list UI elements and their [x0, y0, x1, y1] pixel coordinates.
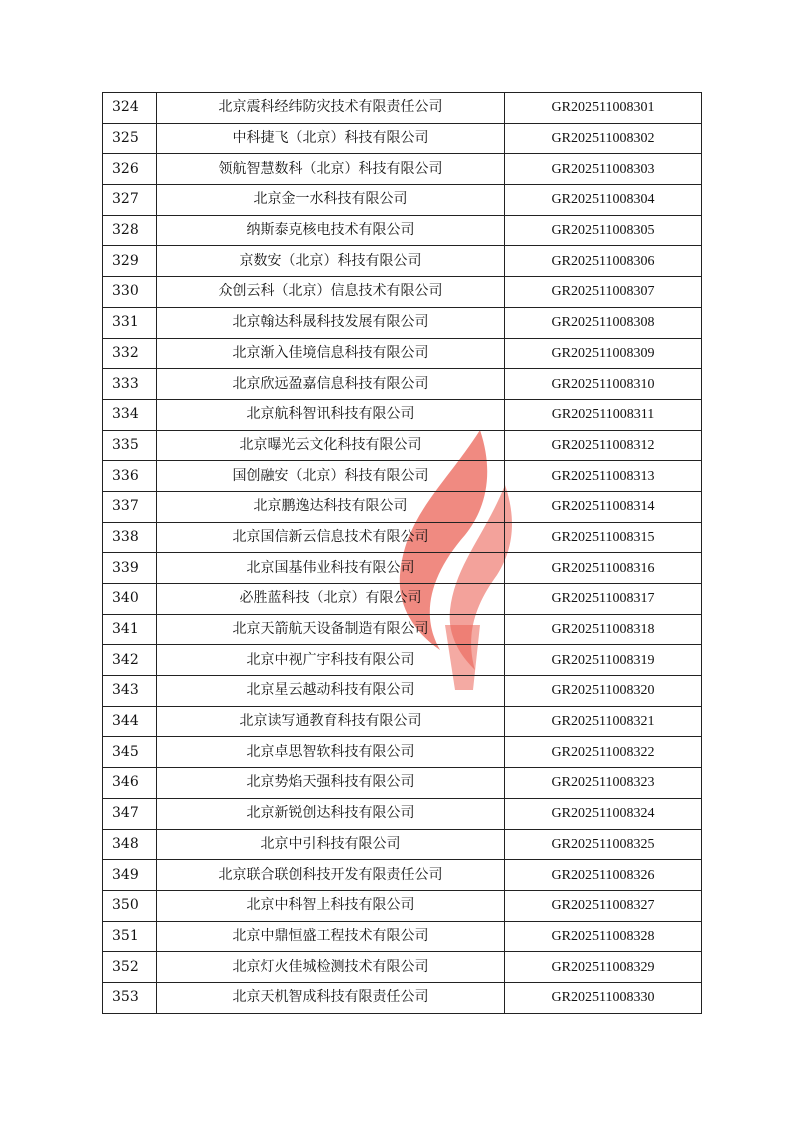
table-row [103, 185, 702, 216]
company-name: 北京天机智成科技有限责任公司 [157, 982, 505, 1013]
company-name: 北京联合联创科技开发有限责任公司 [157, 860, 505, 891]
row-number: 334 [103, 399, 157, 430]
company-name: 北京中鼎恒盛工程技术有限公司 [157, 921, 505, 952]
company-name: 众创云科（北京）信息技术有限公司 [157, 277, 505, 308]
row-number: 324 [103, 93, 157, 124]
certificate-number: GR202511008307 [505, 277, 702, 308]
table-row [103, 461, 702, 492]
company-name: 北京中引科技有限公司 [157, 829, 505, 860]
row-number: 337 [103, 491, 157, 522]
certificate-number: GR202511008315 [505, 522, 702, 553]
certificate-number: GR202511008318 [505, 614, 702, 645]
table-row [103, 890, 702, 921]
row-number: 325 [103, 123, 157, 154]
certificate-number: GR202511008320 [505, 676, 702, 707]
table-row [103, 307, 702, 338]
row-number: 329 [103, 246, 157, 277]
table-row [103, 338, 702, 369]
table-row [103, 93, 702, 124]
row-number: 338 [103, 522, 157, 553]
company-name: 北京鹏逸达科技有限公司 [157, 491, 505, 522]
certificate-number: GR202511008305 [505, 215, 702, 246]
company-name: 中科捷飞（北京）科技有限公司 [157, 123, 505, 154]
certificate-number: GR202511008316 [505, 553, 702, 584]
company-name: 北京渐入佳境信息科技有限公司 [157, 338, 505, 369]
row-number: 344 [103, 706, 157, 737]
row-number: 351 [103, 921, 157, 952]
table-row [103, 584, 702, 615]
company-name: 北京读写通教育科技有限公司 [157, 706, 505, 737]
table-row [103, 123, 702, 154]
certificate-number: GR202511008302 [505, 123, 702, 154]
certificate-number: GR202511008326 [505, 860, 702, 891]
row-number: 336 [103, 461, 157, 492]
row-number: 345 [103, 737, 157, 768]
row-number: 327 [103, 185, 157, 216]
company-name: 北京航科智讯科技有限公司 [157, 399, 505, 430]
company-name: 北京中视广宇科技有限公司 [157, 645, 505, 676]
table-row [103, 553, 702, 584]
company-name: 必胜蓝科技（北京）有限公司 [157, 584, 505, 615]
company-name: 纳斯泰克核电技术有限公司 [157, 215, 505, 246]
certificate-number: GR202511008311 [505, 399, 702, 430]
certificate-number: GR202511008327 [505, 890, 702, 921]
table-row [103, 798, 702, 829]
row-number: 332 [103, 338, 157, 369]
table-row [103, 215, 702, 246]
table-row [103, 829, 702, 860]
certificate-number: GR202511008325 [505, 829, 702, 860]
company-name: 北京中科智上科技有限公司 [157, 890, 505, 921]
certificate-number: GR202511008304 [505, 185, 702, 216]
table-row [103, 154, 702, 185]
row-number: 350 [103, 890, 157, 921]
row-number: 333 [103, 369, 157, 400]
row-number: 346 [103, 768, 157, 799]
row-number: 335 [103, 430, 157, 461]
row-number: 353 [103, 982, 157, 1013]
table-row [103, 645, 702, 676]
certificate-number: GR202511008322 [505, 737, 702, 768]
certificate-number: GR202511008328 [505, 921, 702, 952]
company-name: 北京欣远盈嘉信息科技有限公司 [157, 369, 505, 400]
company-table [102, 92, 702, 1014]
company-name: 北京国基伟业科技有限公司 [157, 553, 505, 584]
certificate-number: GR202511008312 [505, 430, 702, 461]
company-name: 北京灯火佳城检测技术有限公司 [157, 952, 505, 983]
company-name: 北京翰达科晟科技发展有限公司 [157, 307, 505, 338]
company-name: 北京新锐创达科技有限公司 [157, 798, 505, 829]
company-name: 北京卓思智软科技有限公司 [157, 737, 505, 768]
row-number: 341 [103, 614, 157, 645]
row-number: 330 [103, 277, 157, 308]
table-row [103, 737, 702, 768]
table-row [103, 277, 702, 308]
table-row [103, 860, 702, 891]
company-name: 北京势焰天强科技有限公司 [157, 768, 505, 799]
row-number: 331 [103, 307, 157, 338]
row-number: 340 [103, 584, 157, 615]
company-name: 北京国信新云信息技术有限公司 [157, 522, 505, 553]
certificate-number: GR202511008324 [505, 798, 702, 829]
table-row [103, 676, 702, 707]
table-row [103, 706, 702, 737]
certificate-number: GR202511008313 [505, 461, 702, 492]
table-row [103, 246, 702, 277]
company-name: 北京星云越动科技有限公司 [157, 676, 505, 707]
table-row [103, 522, 702, 553]
table-row [103, 430, 702, 461]
table-row [103, 921, 702, 952]
table-row [103, 982, 702, 1013]
row-number: 326 [103, 154, 157, 185]
company-name: 北京震科经纬防灾技术有限责任公司 [157, 93, 505, 124]
certificate-number: GR202511008301 [505, 93, 702, 124]
certificate-number: GR202511008314 [505, 491, 702, 522]
table-row [103, 614, 702, 645]
table-row [103, 369, 702, 400]
company-name: 领航智慧数科（北京）科技有限公司 [157, 154, 505, 185]
row-number: 339 [103, 553, 157, 584]
row-number: 342 [103, 645, 157, 676]
company-name: 北京曝光云文化科技有限公司 [157, 430, 505, 461]
certificate-number: GR202511008310 [505, 369, 702, 400]
certificate-number: GR202511008306 [505, 246, 702, 277]
table-row [103, 952, 702, 983]
company-name: 北京天箭航天设备制造有限公司 [157, 614, 505, 645]
row-number: 347 [103, 798, 157, 829]
certificate-number: GR202511008309 [505, 338, 702, 369]
certificate-number: GR202511008303 [505, 154, 702, 185]
table-row [103, 768, 702, 799]
certificate-number: GR202511008317 [505, 584, 702, 615]
row-number: 343 [103, 676, 157, 707]
row-number: 349 [103, 860, 157, 891]
certificate-number: GR202511008308 [505, 307, 702, 338]
certificate-number: GR202511008329 [505, 952, 702, 983]
certificate-number: GR202511008321 [505, 706, 702, 737]
row-number: 348 [103, 829, 157, 860]
certificate-number: GR202511008323 [505, 768, 702, 799]
table-row [103, 491, 702, 522]
company-name: 国创融安（北京）科技有限公司 [157, 461, 505, 492]
certificate-number: GR202511008330 [505, 982, 702, 1013]
row-number: 328 [103, 215, 157, 246]
company-name: 京数安（北京）科技有限公司 [157, 246, 505, 277]
company-name: 北京金一水科技有限公司 [157, 185, 505, 216]
row-number: 352 [103, 952, 157, 983]
table-row [103, 399, 702, 430]
certificate-number: GR202511008319 [505, 645, 702, 676]
